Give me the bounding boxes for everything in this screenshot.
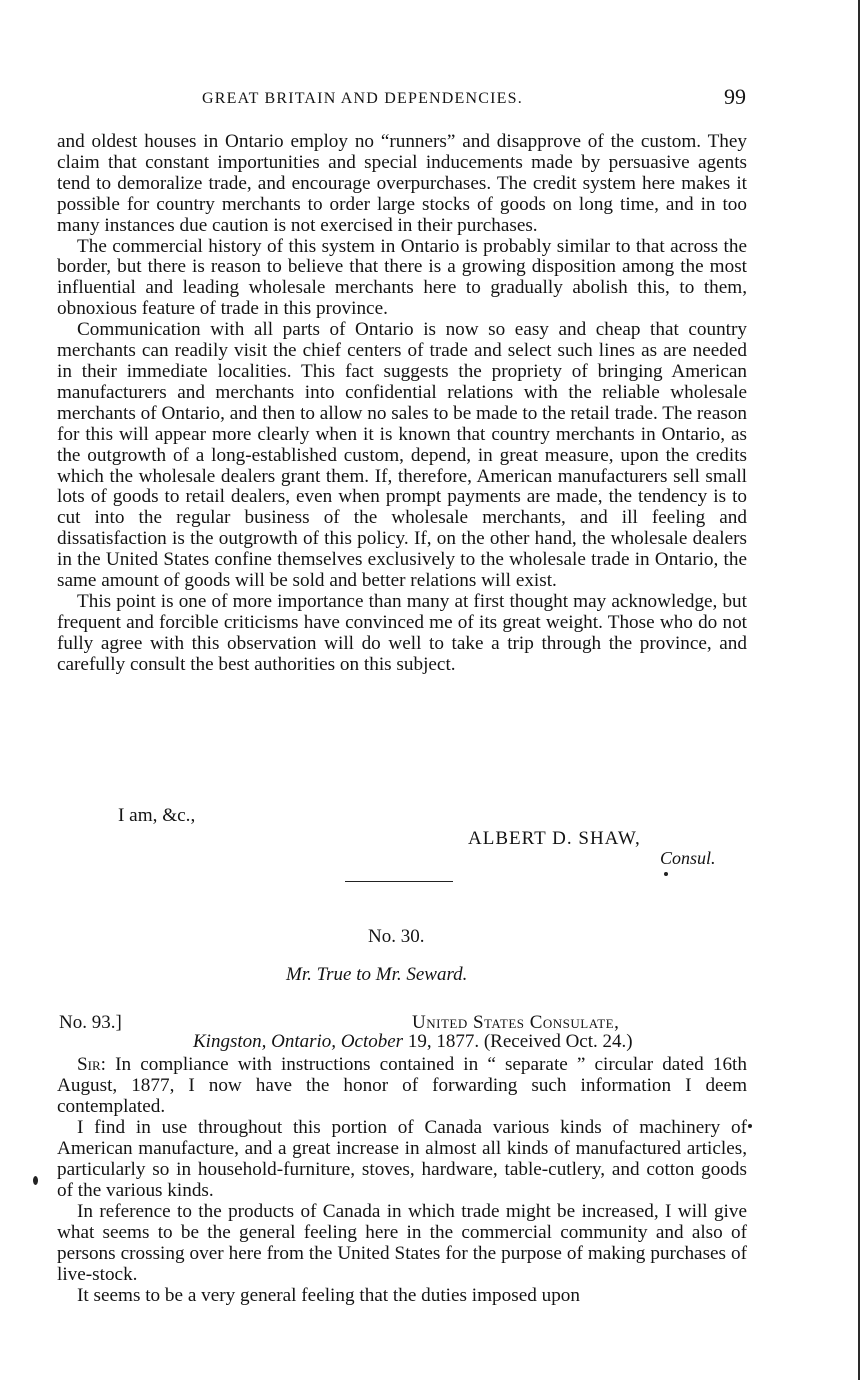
paragraph-2: The commercial history of this system in Ontario is probably similar to that across the border, but there is reason to believe that there is a growing disposition among the most influential and leading wholesale merchants here to gradually abolish this, to them, obnoxious feature of trade in this province. — [57, 235, 747, 320]
document-number: No. 30. — [368, 926, 425, 947]
page-edge-shadow — [858, 0, 860, 1380]
closing-line: I am, &c., — [118, 805, 196, 826]
document-heading: Mr. True to Mr. Seward. — [286, 964, 468, 985]
letter-paragraph-1 — [57, 1054, 747, 1117]
ink-speck — [748, 1124, 752, 1128]
consulate-heading: United States Consulate, — [412, 1012, 620, 1033]
signature-title: Consul. — [660, 848, 716, 868]
dateline-rest: 19, 1877. (Received Oct. 24.) — [403, 1031, 633, 1052]
letter-text — [57, 1054, 747, 1306]
ink-speck — [33, 1176, 38, 1185]
letter-paragraph-2: I find in use throughout this portion of Canada various kinds of machinery of American manufacture, and a great increase in almost all kinds of manufactured articles, particularly so in household-furniture, stoves, hardware, table-cutlery, and cotton goods of the various kinds. — [57, 1117, 747, 1201]
section-divider — [345, 881, 453, 882]
dateline — [193, 1031, 633, 1053]
dispatch-number: No. 93.] — [59, 1012, 122, 1033]
running-title: GREAT BRITAIN AND DEPENDENCIES. — [202, 90, 523, 107]
paragraph-1: and oldest houses in Ontario employ no “runners” and disapprove of the custom. They claim that constant importunities and special inducements made by persuasive agents tend to demoralize trade, and encourage overpurchases. The credit system here makes it possible for country merchants to order large stocks of goods on long time, and in too many instances due caution is not exercised in their purchases. — [57, 131, 747, 236]
salutation: Sir: — [77, 1054, 107, 1075]
running-head — [60, 86, 750, 114]
letter-paragraph-4: It seems to be a very general feeling that the duties imposed upon — [77, 1285, 580, 1306]
dateline-month: October — [340, 1031, 404, 1052]
dateline-place: Kingston, Ontario, — [193, 1031, 341, 1052]
paragraph-3: Communication with all parts of Ontario is now so easy and cheap that country merchants can readily visit the chief centers of trade and select such lines as are needed in their immediate localities. This fact suggests the propriety of bringing American manufacturers and merchants into confidential relations with the reliable wholesale merchants of Ontario, and then to allow no sales to be made to the retail trade. The reason for this will appear more clearly when it is known that country merchants in Ontario, as the outgrowth of a long-established custom, depend, in great measure, upon the credits which the wholesale dealers grant them. If, therefore, American manufacturers sell small lots of goods to retail dealers, even when prompt payments are made, the tendency is to cut into the regular business of the wholesale merchants, and ill feeling and dissatisfaction is the outgrowth of this policy. If, on the other hand, the wholesale dealers in the United States confine themselves exclusively to the wholesale trade in Ontario, the same amount of goods will be sold and better relations will exist. — [57, 319, 747, 592]
ink-speck — [664, 872, 668, 876]
letter-paragraph-3: In reference to the products of Canada in which trade might be increased, I will give what seems to be the general feeling here in the commercial community and also of persons crossing over here from the United States for the purpose of making purchases of live-stock. — [57, 1201, 747, 1285]
signature-name: ALBERT D. SHAW, — [468, 828, 641, 849]
page-number: 99 — [724, 84, 746, 109]
paragraph-4: This point is one of more importance than many at first thought may acknowledge, but frequent and forcible criticisms have convinced me of its great weight. Those who do not fully agree with this observation will do well to take a trip through the province, and carefully consult the best authorities on this subject. — [57, 590, 747, 675]
continuation-text — [57, 132, 747, 676]
letter-paragraph-1-text: In compliance with instructions contained in “ separate ” circular dated 16th August, 1877, I now have the honor of forwarding such information I deem contemplated. — [57, 1054, 747, 1117]
